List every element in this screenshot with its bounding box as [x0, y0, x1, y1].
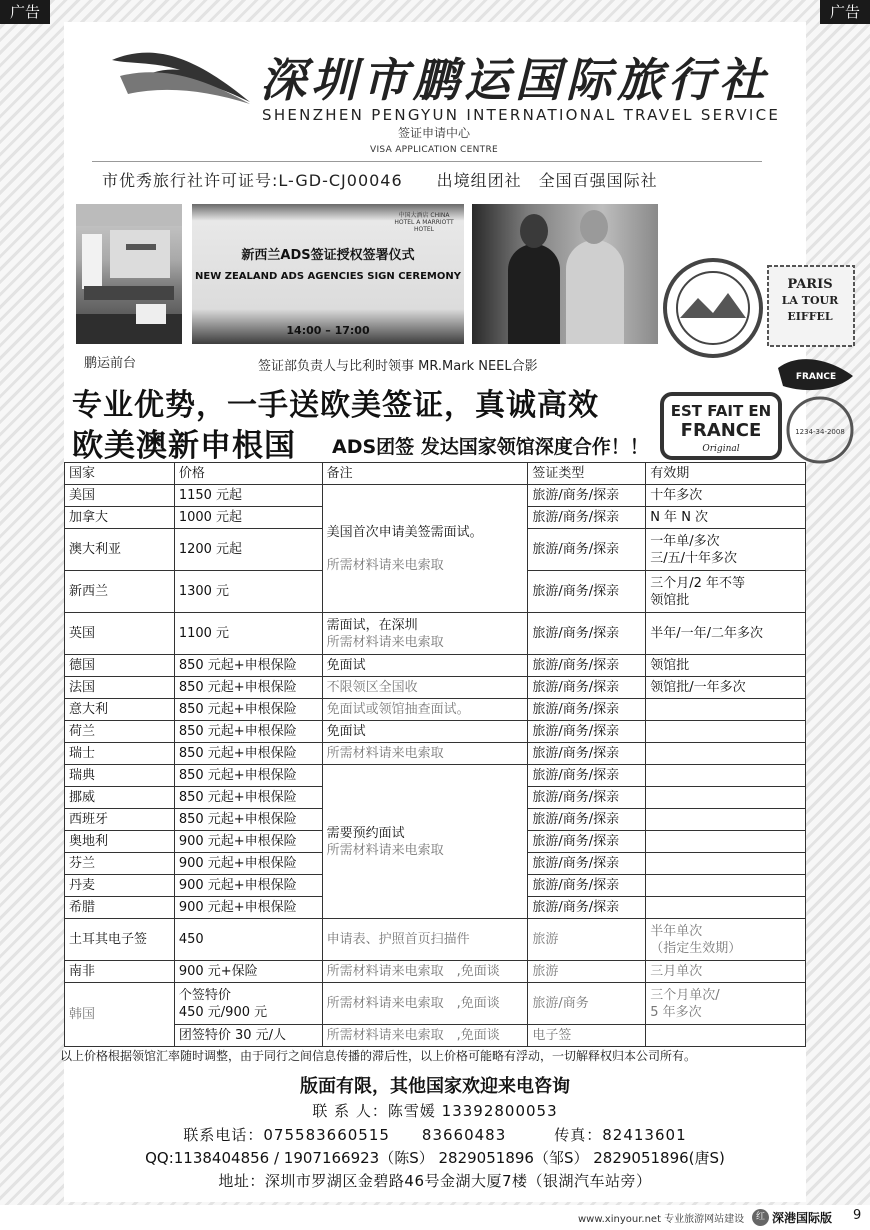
country-cell: 意大利	[65, 699, 175, 721]
notes-cell	[322, 765, 528, 919]
price-cell: 450	[174, 919, 322, 961]
validity-cell	[646, 529, 806, 571]
price-line: 个签特价	[178, 987, 231, 1003]
type-cell: 旅游	[528, 961, 646, 983]
contact-person: 联 系 人：陈雪媛 13392800053	[312, 1102, 558, 1120]
validity-cell	[646, 721, 806, 743]
type-cell: 旅游/商务/探亲	[528, 853, 646, 875]
price-cell: 900 元起+申根保险	[174, 831, 322, 853]
type-cell: 旅游/商务/探亲	[528, 743, 646, 765]
table-row	[65, 699, 806, 721]
consul-caption: 签证部负责人与比利时领事 MR.Mark NEEL合影	[258, 359, 538, 374]
validity-cell	[646, 743, 806, 765]
validity-line: 三个月/2 年不等	[650, 575, 745, 591]
validity-cell: 领馆批/一年多次	[646, 677, 806, 699]
header-price: 价格	[174, 463, 322, 485]
price-disclaimer: 以上价格根据领馆汇率随时调整，由于同行之间信息传播的滞后性，以上价格可能略有浮动，一切解释权归本公司所有。	[60, 1049, 697, 1063]
notes-cell: 不限领区全国收	[322, 677, 528, 699]
contact-phone: 联系电话：075583660515 83660483 传真：82413601	[183, 1126, 687, 1144]
type-cell: 旅游/商务/探亲	[528, 809, 646, 831]
type-cell: 旅游/商务/探亲	[528, 765, 646, 787]
price-cell: 1100 元	[174, 613, 322, 655]
stamp-paris-text: PARIS	[787, 277, 833, 292]
country-cell: 西班牙	[65, 809, 175, 831]
contact-qq: QQ:1138404856 / 1907166923（陈S） 2829051896（邹S） 2829051896(唐S)	[145, 1149, 725, 1167]
table-row	[65, 765, 806, 787]
note-line: 需要预约面试	[326, 825, 405, 841]
country-cell: 美国	[65, 485, 175, 507]
type-cell: 旅游/商务/探亲	[528, 613, 646, 655]
header-country: 国家	[65, 463, 175, 485]
notes-cell	[322, 485, 528, 613]
header-validity: 有效期	[646, 463, 806, 485]
price-cell: 1150 元起	[174, 485, 322, 507]
notes-cell: 免面试	[322, 721, 528, 743]
price-line: 450 元/900 元	[178, 1004, 268, 1020]
validity-cell	[646, 765, 806, 787]
country-cell: 瑞士	[65, 743, 175, 765]
validity-cell	[646, 853, 806, 875]
note-line: 美国首次申请美签需面试。	[326, 524, 483, 540]
table-row	[65, 613, 806, 655]
notes-cell: 所需材料请来电索取 ,免面谈	[322, 961, 528, 983]
country-cell: 丹麦	[65, 875, 175, 897]
validity-cell	[646, 897, 806, 919]
advertisement-card	[60, 22, 845, 1202]
country-cell: 澳大利亚	[65, 529, 175, 571]
ceremony-sign-en: NEW ZEALAND ADS AGENCIES SIGN CEREMONY	[195, 271, 461, 282]
validity-cell: 十年多次	[646, 485, 806, 507]
stamp-eiffel-text: EIFFEL	[787, 310, 833, 323]
stamp-original-text: Original	[702, 444, 740, 454]
type-cell: 旅游	[528, 919, 646, 961]
price-cell: 850 元起+申根保险	[174, 655, 322, 677]
brand-badge-icon: 红	[752, 1209, 769, 1226]
stamp-france-small-text: FRANCE	[795, 372, 837, 382]
visa-centre-cn: 签证申请中心	[397, 126, 470, 140]
ad-tag-left: 广告	[0, 0, 50, 24]
country-cell: 希腊	[65, 897, 175, 919]
company-name-cn: 深圳市鹏运国际旅行社	[260, 53, 770, 107]
company-logo-icon	[110, 42, 255, 112]
header-divider	[92, 161, 762, 162]
country-cell: 新西兰	[65, 571, 175, 613]
validity-cell: N 年 N 次	[646, 507, 806, 529]
price-cell: 850 元起+申根保险	[174, 765, 322, 787]
validity-line: 一年单/多次	[650, 533, 720, 549]
price-cell: 1300 元	[174, 571, 322, 613]
type-cell: 旅游/商务/探亲	[528, 529, 646, 571]
notes-cell	[322, 613, 528, 655]
table-row	[65, 919, 806, 961]
validity-line: 领馆批	[650, 592, 690, 608]
slogan-line-1: 专业优势，一手送欧美签证，真诚高效	[72, 388, 599, 423]
validity-cell	[646, 809, 806, 831]
validity-cell	[646, 699, 806, 721]
price-cell: 900 元起+申根保险	[174, 897, 322, 919]
table-row	[65, 743, 806, 765]
type-cell: 旅游/商务/探亲	[528, 875, 646, 897]
france-stamps-graphic	[658, 258, 858, 468]
country-cell: 南非	[65, 961, 175, 983]
price-cell: 850 元起+申根保险	[174, 721, 322, 743]
country-cell: 瑞典	[65, 765, 175, 787]
type-cell: 电子签	[528, 1025, 646, 1047]
price-cell: 850 元起+申根保险	[174, 809, 322, 831]
stamp-est-fait-text: EST FAIT EN	[670, 402, 772, 420]
reception-photo	[76, 204, 182, 344]
type-cell: 旅游/商务/探亲	[528, 721, 646, 743]
validity-line: 5 年多次	[650, 1004, 702, 1020]
validity-cell	[646, 831, 806, 853]
price-cell: 1000 元起	[174, 507, 322, 529]
visa-price-table	[64, 462, 806, 1047]
table-row	[65, 677, 806, 699]
ceremony-sign-time: 14:00 – 17:00	[286, 324, 370, 337]
slogan-line-2-sub: ADS团签 发达国家领馆深度合作！！	[332, 436, 649, 458]
price-cell: 900 元起+申根保险	[174, 875, 322, 897]
table-header-row	[65, 463, 806, 485]
price-cell: 850 元起+申根保险	[174, 677, 322, 699]
country-cell: 挪威	[65, 787, 175, 809]
slogan-line-2: 欧美澳新申根国	[72, 428, 296, 464]
type-cell: 旅游/商务/探亲	[528, 655, 646, 677]
contact-address: 地址：深圳市罗湖区金碧路46号金湖大厦7楼（银湖汽车站旁）	[218, 1172, 652, 1190]
table-row	[65, 961, 806, 983]
reception-caption: 鹏运前台	[84, 356, 137, 371]
validity-cell	[646, 983, 806, 1025]
visa-centre-en: VISA APPLICATION CENTRE	[370, 145, 498, 155]
country-cell: 土耳其电子签	[65, 919, 175, 961]
country-cell: 芬兰	[65, 853, 175, 875]
validity-cell	[646, 875, 806, 897]
type-cell: 旅游/商务/探亲	[528, 787, 646, 809]
notes-cell: 所需材料请来电索取	[322, 743, 528, 765]
validity-cell	[646, 1025, 806, 1047]
type-cell: 旅游/商务/探亲	[528, 831, 646, 853]
page-footer	[0, 1205, 870, 1230]
price-cell: 850 元起+申根保险	[174, 743, 322, 765]
validity-cell	[646, 919, 806, 961]
country-cell: 英国	[65, 613, 175, 655]
note-line: 所需材料请来电索取	[326, 557, 444, 573]
country-cell: 韩国	[65, 983, 175, 1047]
stamp-france-big-text: FRANCE	[680, 420, 762, 441]
note-line: 所需材料请来电索取	[326, 634, 444, 650]
ad-tag-right: 广告	[820, 0, 870, 24]
table-row	[65, 1025, 806, 1047]
validity-cell	[646, 571, 806, 613]
footer-site-link[interactable]: www.xinyour.net 专业旅游网站建设	[578, 1214, 745, 1225]
price-cell	[174, 983, 322, 1025]
country-cell: 德国	[65, 655, 175, 677]
price-cell: 850 元起+申根保险	[174, 699, 322, 721]
license-line: 市优秀旅行社许可证号:L-GD-CJ00046 出境组团社 全国百强国际社	[102, 171, 658, 190]
hotel-logo-text: 中国大酒店 CHINA HOTEL A MARRIOTT HOTEL	[394, 212, 454, 233]
note-line: 需面试，在深圳	[326, 617, 418, 633]
price-cell: 900 元起+申根保险	[174, 853, 322, 875]
stamp-tour-text: LA TOUR	[781, 294, 839, 307]
validity-line: 三/五/十年多次	[650, 550, 737, 566]
validity-cell: 三月单次	[646, 961, 806, 983]
notes-cell: 申请表、护照首页扫描件	[322, 919, 528, 961]
consul-photo	[472, 204, 658, 344]
type-cell: 旅游/商务/探亲	[528, 571, 646, 613]
type-cell: 旅游/商务/探亲	[528, 677, 646, 699]
table-row	[65, 485, 806, 507]
validity-cell	[646, 787, 806, 809]
country-cell: 奥地利	[65, 831, 175, 853]
company-name-en: SHENZHEN PENGYUN INTERNATIONAL TRAVEL SERVICE	[262, 106, 781, 124]
stamp-postal-text: 1234-34-2008	[795, 428, 845, 436]
price-cell: 团签特价 30 元/人	[174, 1025, 322, 1047]
header-notes: 备注	[322, 463, 528, 485]
price-cell: 1200 元起	[174, 529, 322, 571]
notes-cell: 免面试或领馆抽查面试。	[322, 699, 528, 721]
type-cell: 旅游/商务	[528, 983, 646, 1025]
validity-line: （指定生效期）	[650, 940, 742, 956]
country-cell: 加拿大	[65, 507, 175, 529]
table-row	[65, 655, 806, 677]
type-cell: 旅游/商务/探亲	[528, 699, 646, 721]
ceremony-photo	[192, 204, 464, 344]
ceremony-sign-cn: 新西兰ADS签证授权签署仪式	[241, 248, 415, 263]
table-row	[65, 721, 806, 743]
type-cell: 旅游/商务/探亲	[528, 485, 646, 507]
contact-headline: 版面有限，其他国家欢迎来电咨询	[300, 1076, 570, 1097]
price-cell: 850 元起+申根保险	[174, 787, 322, 809]
type-cell: 旅游/商务/探亲	[528, 897, 646, 919]
validity-line: 半年单次	[650, 923, 703, 939]
table-row	[65, 983, 806, 1025]
type-cell: 旅游/商务/探亲	[528, 507, 646, 529]
header-visa-type: 签证类型	[528, 463, 646, 485]
validity-cell: 半年/一年/二年多次	[646, 613, 806, 655]
note-line: 所需材料请来电索取	[326, 842, 444, 858]
validity-cell: 领馆批	[646, 655, 806, 677]
validity-line: 三个月单次/	[650, 987, 720, 1003]
notes-cell: 免面试	[322, 655, 528, 677]
footer-brand: 深港国际版	[772, 1211, 833, 1225]
page-number: 9	[853, 1208, 862, 1223]
country-cell: 法国	[65, 677, 175, 699]
country-cell: 荷兰	[65, 721, 175, 743]
notes-cell: 所需材料请来电索取 ,免面谈	[322, 1025, 528, 1047]
notes-cell: 所需材料请来电索取 ,免面谈	[322, 983, 528, 1025]
price-cell: 900 元+保险	[174, 961, 322, 983]
